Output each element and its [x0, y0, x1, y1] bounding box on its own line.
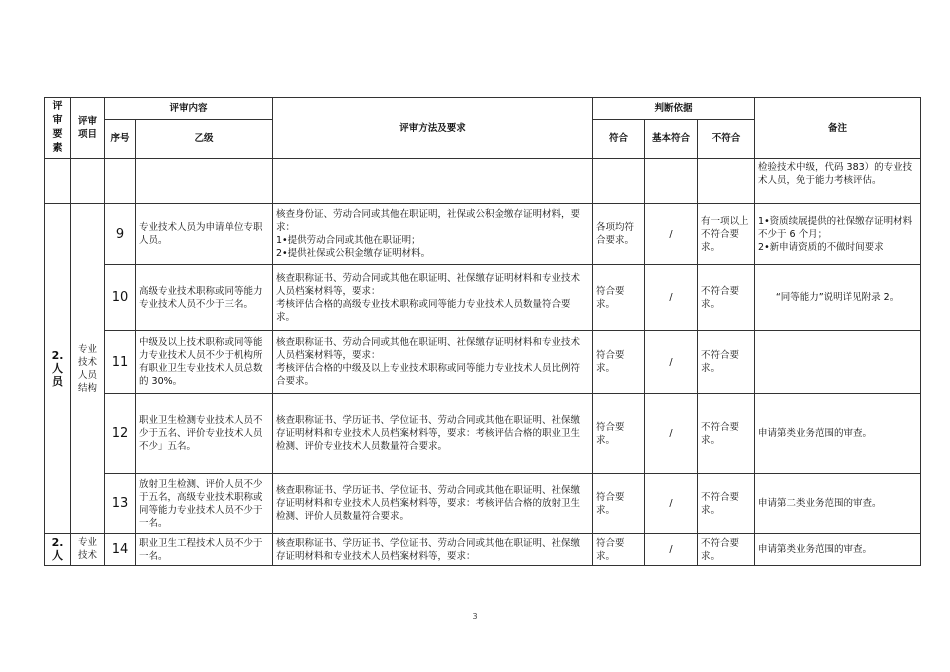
row-nonconform: 不符合要求。 [698, 534, 755, 566]
header-eval-element: 评审要素 [45, 98, 71, 159]
row-basic: / [645, 265, 698, 331]
table-row [45, 394, 921, 474]
row-method [273, 331, 593, 394]
row-seq: 9 [105, 204, 136, 265]
review-table [44, 97, 921, 566]
row-nonconform: 不符合要求。 [698, 394, 755, 474]
header-basis: 判断依据 [593, 98, 755, 120]
row-grade: 放射卫生检测、评价人员不少于五名，高级专业技术职称或同等能力专业技术人员不少于一名。 [136, 474, 273, 534]
row-nonconform: 不符合要求。 [698, 331, 755, 394]
row-remark: “同等能力”说明详见附录 2。 [755, 265, 921, 331]
row-conform: 符合要求。 [593, 394, 645, 474]
table-row [45, 474, 921, 534]
row-basic: / [645, 394, 698, 474]
row-grade: 专业技术人员为申请单位专职人员。 [136, 204, 273, 265]
row-basic: / [645, 331, 698, 394]
section-item: 专业技术人员结构 [71, 204, 105, 534]
method-line: 考核评估合格的高级专业技术职称或同等能力专业技术人员数量符合要求。 [276, 298, 571, 323]
row-basic: / [645, 204, 698, 265]
row-conform: 符合要求。 [593, 265, 645, 331]
row-remark: 申请第二类业务范围的审查。 [755, 474, 921, 534]
header-eval-content: 评审内容 [105, 98, 273, 120]
row-remark: 申请第类业务范围的审查。 [755, 394, 921, 474]
table-row [45, 331, 921, 394]
section-element: 2.人员 [45, 204, 71, 534]
row-conform: 符合要求。 [593, 331, 645, 394]
row-remark [755, 331, 921, 394]
table-row [45, 265, 921, 331]
header-eval-item: 评审项目 [71, 98, 105, 159]
remark-line: 1•资质续展提供的社保缴存证明材料不少于 6 个月； [758, 215, 913, 240]
row-seq: 13 [105, 474, 136, 534]
method-line: 2•提供社保或公积金缴存证明材料。 [276, 248, 431, 259]
method-line: 核查职称证书、劳动合同或其他在职证明、社保缴存证明材料和专业技术人员档案材料等，要求： [276, 272, 581, 297]
page-number: 3 [472, 612, 478, 621]
row-grade: 中级及以上技术职称或同等能力专业技术人员不少于机构所有职业卫生专业技术人员总数的 30%。 [136, 331, 273, 394]
continuation-row [45, 159, 921, 204]
row-conform: 各项均符合要求。 [593, 204, 645, 265]
row-seq: 10 [105, 265, 136, 331]
header-seq: 序号 [105, 119, 136, 158]
header-nonconform: 不符合 [698, 119, 755, 158]
header-basic-conform: 基本符合 [645, 119, 698, 158]
row-seq: 12 [105, 394, 136, 474]
row-method: 核查职称证书、学历证书、学位证书、劳动合同或其他在职证明、社保缴存证明材料和专业技术人员档案材料等，要求：考核评估合格的放射卫生检测、评价人员数量符合要求。 [273, 474, 593, 534]
continuation-remark: 检验技术中级，代码 383）的专业技术人员，免于能力考核评估。 [755, 159, 921, 204]
table-row [45, 534, 921, 566]
row-remark [755, 204, 921, 265]
row-basic: / [645, 474, 698, 534]
row-conform: 符合要求。 [593, 474, 645, 534]
method-line: 核查职称证书、劳动合同或其他在职证明、社保缴存证明材料和专业技术人员档案材料等，要求： [276, 337, 581, 361]
method-line: 考核评估合格的中级及以上专业技术职称或同等能力专业技术人员比例符合要求。 [276, 363, 581, 387]
header-method: 评审方法及要求 [273, 98, 593, 159]
row-nonconform: 有一项以上不符合要求。 [698, 204, 755, 265]
section2-element: 2.人 [45, 534, 71, 566]
header-grade: 乙级 [136, 119, 273, 158]
row-grade: 职业卫生工程技术人员不少于一名。 [136, 534, 273, 566]
row-method [273, 204, 593, 265]
row-basic: / [645, 534, 698, 566]
row-conform: 符合要求。 [593, 534, 645, 566]
row-nonconform: 不符合要求。 [698, 474, 755, 534]
header-remarks: 备注 [755, 98, 921, 159]
row-method: 核查职称证书、学历证书、学位证书、劳动合同或其他在职证明、社保缴存证明材料和专业技术人员档案材料等，要求：考核评估合格的职业卫生检测、评价专业技术人员数量符合要求。 [273, 394, 593, 474]
row-seq: 11 [105, 331, 136, 394]
table-row [45, 204, 921, 265]
section2-item: 专业技术 [71, 534, 105, 566]
row-grade: 高级专业技术职称或同等能力专业技术人员不少于三名。 [136, 265, 273, 331]
method-line: 核查身份证、劳动合同或其他在职证明，社保或公积金缴存证明材料，要求： [276, 209, 581, 233]
row-method: 核查职称证书、学历证书、学位证书、劳动合同或其他在职证明、社保缴存证明材料和专业技术人员档案材料等，要求： [273, 534, 593, 566]
row-seq: 14 [105, 534, 136, 566]
row-remark: 申请第类业务范围的审查。 [755, 534, 921, 566]
row-grade: 职业卫生检测专业技术人员不少于五名、评价专业技术人员不少」五名。 [136, 394, 273, 474]
header-conform: 符合 [593, 119, 645, 158]
method-line: 1•提供劳动合同或其他在职证明； [276, 235, 421, 246]
remark-line: 2•新申请资质的不做时间要求 [758, 241, 884, 253]
row-method [273, 265, 593, 331]
row-nonconform: 不符合要求。 [698, 265, 755, 331]
